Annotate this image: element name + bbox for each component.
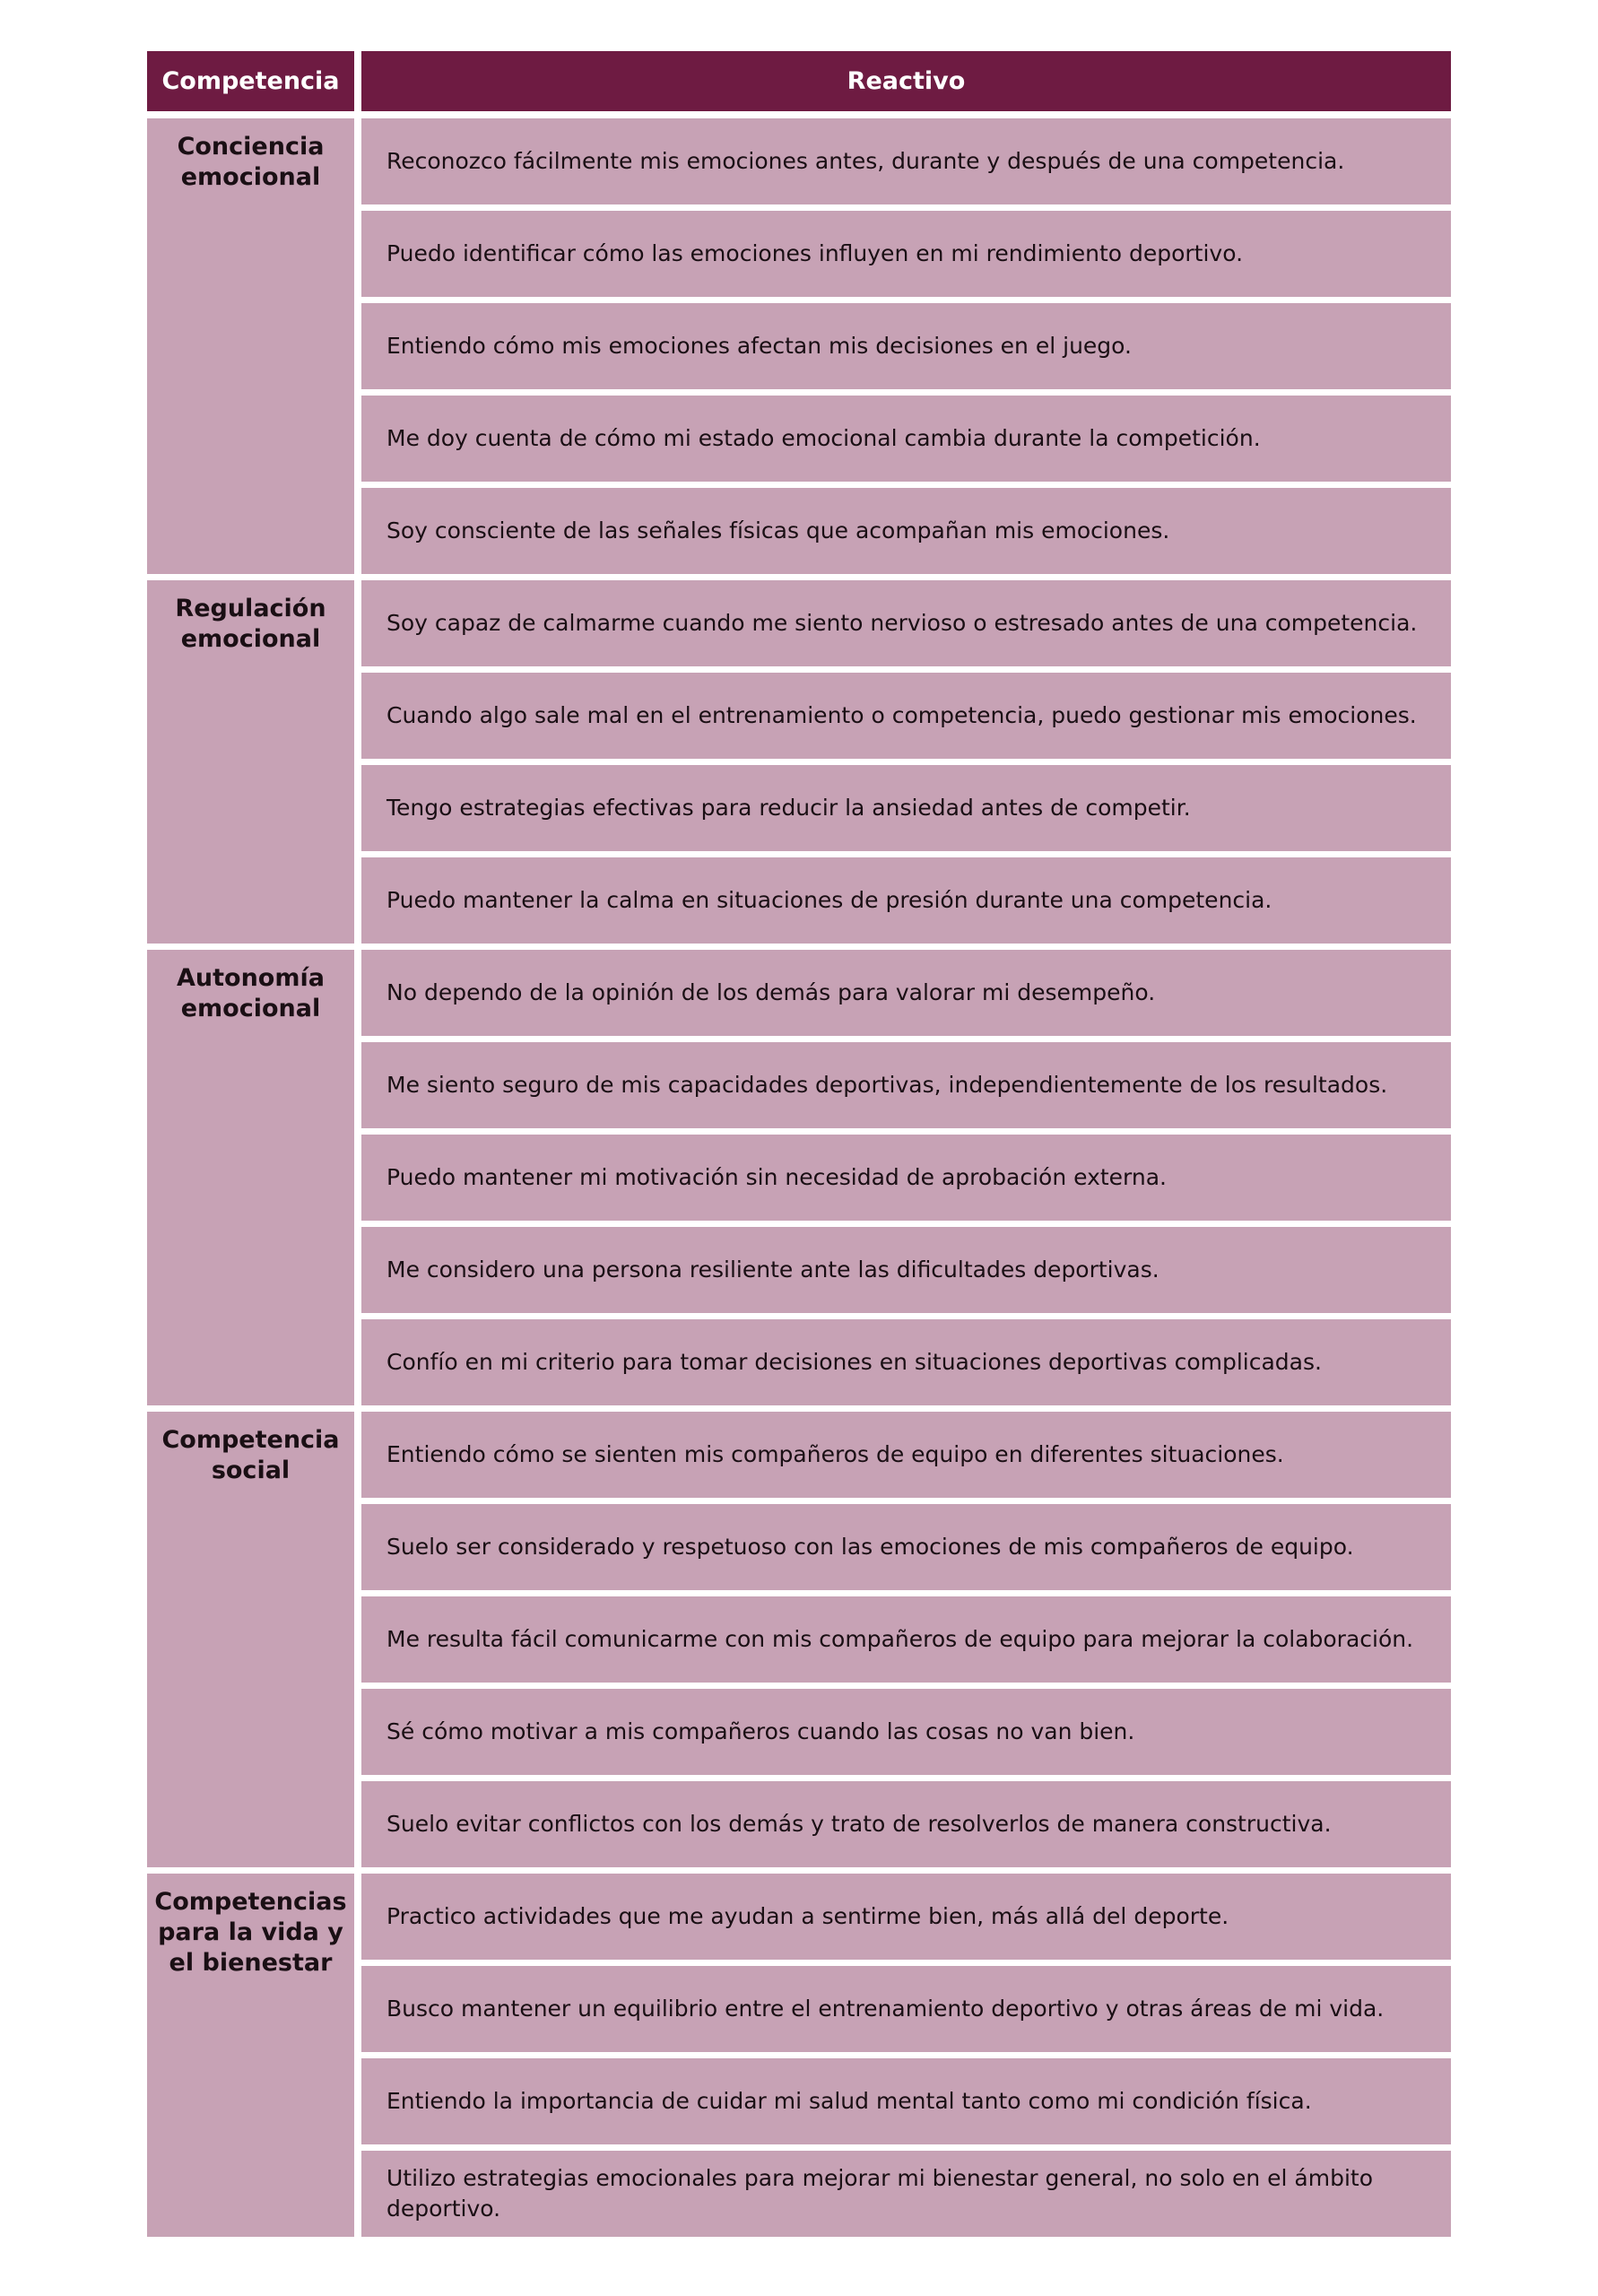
competencia-cell <box>147 950 354 1405</box>
group-conciencia-emocional <box>147 118 1451 574</box>
group-competencias-vida-bienestar <box>147 1874 1451 2237</box>
reactivo-item: Me doy cuenta de cómo mi estado emocional cambia durante la competición. <box>361 396 1451 482</box>
reactivo-item: No dependo de la opinión de los demás para valorar mi desempeño. <box>361 950 1451 1036</box>
reactivo-item: Me siento seguro de mis capacidades deportivas, independientemente de los resultados. <box>361 1042 1451 1128</box>
reactivo-item: Puedo mantener la calma en situaciones de presión durante una competencia. <box>361 857 1451 944</box>
competencia-label: Autonomía <box>177 964 325 992</box>
reactivo-item: Entiendo cómo mis emociones afectan mis decisiones en el juego. <box>361 303 1451 389</box>
reactivo-list <box>361 118 1451 574</box>
reactivo-item: Suelo ser considerado y respetuoso con las emociones de mis compañeros de equipo. <box>361 1504 1451 1590</box>
competencia-label: el bienestar <box>169 1949 333 1977</box>
competencia-label: Regulación <box>175 595 326 622</box>
table-header <box>147 51 1451 111</box>
reactivo-item: Confío en mi criterio para tomar decisiones en situaciones deportivas complicadas. <box>361 1319 1451 1405</box>
group-autonomia-emocional <box>147 950 1451 1405</box>
group-regulacion-emocional <box>147 580 1451 944</box>
competencia-label: Competencias <box>154 1888 347 1916</box>
reactivo-list <box>361 1412 1451 1867</box>
reactivo-item: Cuando algo sale mal en el entrenamiento o competencia, puedo gestionar mis emociones. <box>361 673 1451 759</box>
competencia-label: emocional <box>180 625 321 653</box>
reactivo-list <box>361 1874 1451 2237</box>
reactivo-item: Soy consciente de las señales físicas que acompañan mis emociones. <box>361 488 1451 574</box>
competencia-cell <box>147 580 354 944</box>
reactivo-list <box>361 950 1451 1405</box>
reactivo-item: Me considero una persona resiliente ante las dificultades deportivas. <box>361 1227 1451 1313</box>
reactivo-item: Practico actividades que me ayudan a sentirme bien, más allá del deporte. <box>361 1874 1451 1960</box>
reactivo-item: Entiendo la importancia de cuidar mi salud mental tanto como mi condición física. <box>361 2058 1451 2144</box>
competencia-label: emocional <box>180 163 321 191</box>
competency-table <box>147 51 1451 2243</box>
reactivo-item: Busco mantener un equilibrio entre el entrenamiento deportivo y otras áreas de mi vida. <box>361 1966 1451 2052</box>
header-competencia: Competencia <box>147 51 354 111</box>
reactivo-item: Utilizo estrategias emocionales para mejorar mi bienestar general, no solo en el ámbito deportivo. <box>361 2151 1451 2237</box>
reactivo-item: Soy capaz de calmarme cuando me siento nervioso o estresado antes de una competencia. <box>361 580 1451 666</box>
competencia-label: Conciencia <box>177 133 325 161</box>
reactivo-list <box>361 580 1451 944</box>
reactivo-item: Entiendo cómo se sienten mis compañeros de equipo en diferentes situaciones. <box>361 1412 1451 1498</box>
competencia-cell <box>147 118 354 574</box>
reactivo-item: Puedo identificar cómo las emociones influyen en mi rendimiento deportivo. <box>361 211 1451 297</box>
reactivo-item: Puedo mantener mi motivación sin necesidad de aprobación externa. <box>361 1135 1451 1221</box>
reactivo-item: Reconozco fácilmente mis emociones antes, durante y después de una competencia. <box>361 118 1451 204</box>
reactivo-item: Tengo estrategias efectivas para reducir la ansiedad antes de competir. <box>361 765 1451 851</box>
competencia-cell <box>147 1874 354 2237</box>
header-reactivo: Reactivo <box>361 51 1451 111</box>
competencia-label: Competencia <box>161 1426 340 1454</box>
group-competencia-social <box>147 1412 1451 1867</box>
competencia-label: emocional <box>180 995 321 1022</box>
competencia-label: social <box>211 1457 291 1484</box>
reactivo-item: Me resulta fácil comunicarme con mis compañeros de equipo para mejorar la colaboración. <box>361 1596 1451 1683</box>
reactivo-item: Suelo evitar conflictos con los demás y trato de resolverlos de manera constructiva. <box>361 1781 1451 1867</box>
competencia-cell <box>147 1412 354 1867</box>
competencia-label: para la vida y <box>158 1918 343 1946</box>
reactivo-item: Sé cómo motivar a mis compañeros cuando las cosas no van bien. <box>361 1689 1451 1775</box>
